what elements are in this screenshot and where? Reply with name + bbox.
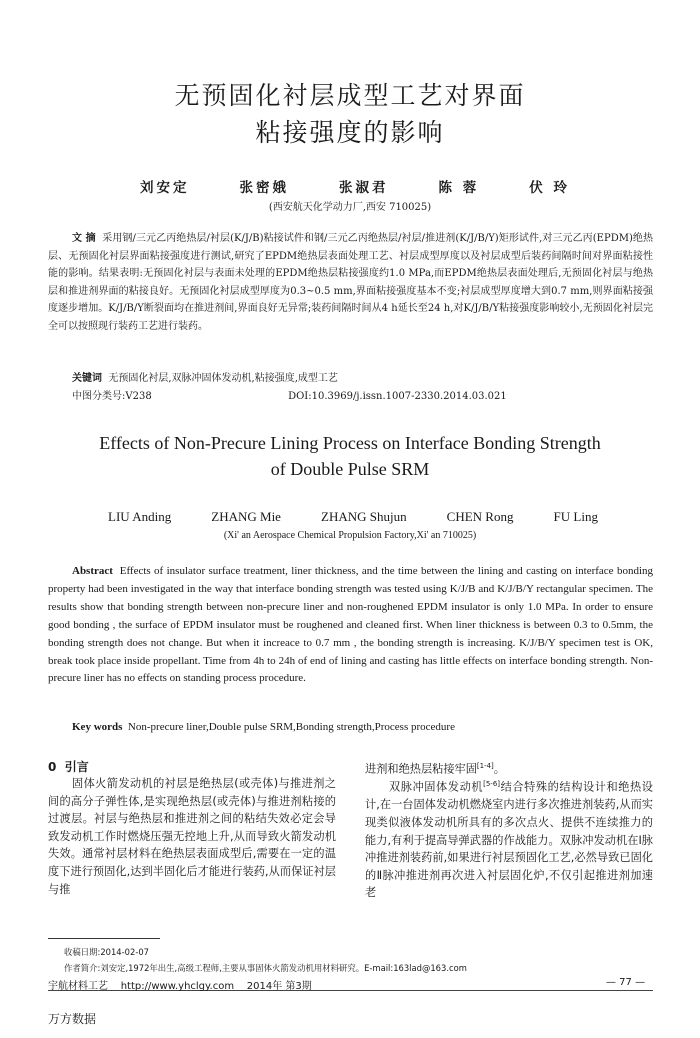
section-heading: [48, 758, 89, 775]
footnote-received: 收稿日期:2014-02-07: [64, 947, 149, 957]
en-author: ZHANG Mie: [211, 509, 281, 524]
en-keywords-text: Non-precure liner,Double pulse SRM,Bonding strength,Process procedure: [127, 721, 455, 733]
cn-classification: [72, 388, 652, 406]
cn-keywords-text: 无预固化衬层,双脉冲固体发动机,粘接强度,成型工艺: [108, 373, 338, 384]
en-authors: [108, 509, 598, 525]
cn-affiliation: (西安航天化学动力厂,西安 710025): [268, 202, 432, 213]
en-abstract-text: Effects of insulator surface treatment, liner thickness, and the time between the lining and casting on interface bonding property had been investigated in the way that interface bonding strength was tested using K/J/B and K/J/B/Y rectangular specimen. The results show that bonding strength between non-precure liner and non-roughened EPDM insulator is only 1.0 MPa. In order to ensure good bonding , the surface of EPDM insulator must be roughened and cleaned first. When liner thickness is between 0.3 to 0.5mm, the bonding strength does not change. But when it increace to 0.7 mm , the bonding strength is increasing. K/J/B/Y specimen test is OK, break took place inside propellant. Time from 4h to 24h of end of lining and casting has little effects on interface bonding strength. Non-precure liner has no effects on standing process procedure.: [48, 565, 653, 685]
section-number: 0: [48, 760, 57, 774]
en-author: FU Ling: [553, 509, 598, 524]
en-affiliation: (Xi' an Aerospace Chemical Propulsion Factory,Xi' an 710025): [223, 530, 477, 541]
cn-author: 刘安定: [140, 180, 190, 196]
en-keywords: [72, 721, 652, 733]
cn-author: 张密娥: [239, 180, 290, 196]
cn-author: 陈 蓉: [438, 180, 480, 196]
cn-abstract-text: 采用钢/三元乙丙绝热层/衬层(K/J/B)粘接试件和钢/三元乙丙绝热层/衬层/推进剂(K/J/B/Y)矩形试件,对三元乙丙(EPDM)绝热层、无预固化衬层界面粘接强度进行测试,研究了EPDM绝热层表面处理工艺、衬层成型厚度以及衬层成型后装药间隔时间对界面粘接性能的影响。结果表明:无预固化衬层与表面未处理的EPDM绝热层粘接强度约1.0 MPa,而EPDM绝热层表面处理后,无预固化衬层与绝热层和推进剂界面的粘接良好。无预固化衬层成型厚度为0.3~0.5 mm,界面粘接强度基本不变;衬层成型厚度增大到0.7 mm,则界面粘接强度逐步增加。K/J/B/Y断裂面均在推进剂间,界面良好无异常;装药间隔时间从4 h延长至24 h,对K/J/B/Y粘接强度影响较小,无预固化衬层完全可以按照现行装药工艺进行装药。: [48, 233, 654, 332]
cn-title-line2: 粘接强度的影响: [255, 118, 445, 147]
doi: DOI:10.3969/j.issn.1007-2330.2014.03.021: [288, 391, 507, 402]
en-keywords-label: Key words: [72, 721, 123, 733]
page-number: — 77 —: [606, 977, 646, 988]
en-title-line1: Effects of Non-Precure Lining Process on Interface Bonding Strength: [99, 433, 601, 453]
en-author: LIU Anding: [108, 509, 172, 524]
right-column-p2-text: 结合特殊的结构设计和绝热设计,在一台固体发动机燃烧室内进行多次推进剂装药,从而实现类似液体发动机所具有的多次点火、提供不连续推力的能力,有利于提高导弹武器的作战能力。双脉冲发动机在Ⅰ脉冲推进剂装药前,如果进行衬层预固化工艺,必然导致已固化的Ⅱ脉冲推进剂再次进入衬层固化炉,不仅引起推进剂加速老: [365, 780, 653, 900]
en-author: ZHANG Shujun: [321, 509, 407, 524]
watermark: 万方数据: [48, 1012, 97, 1026]
cn-classification-label: 中图分类号:: [72, 391, 126, 402]
cn-abstract: [48, 230, 653, 336]
en-title-line2: of Double Pulse SRM: [270, 459, 430, 479]
right-column-p2: [365, 776, 653, 902]
cn-classification-value: V238: [125, 391, 152, 402]
right-column-p2-start: 双脉冲固体发动机: [389, 780, 484, 794]
section-title: 引言: [64, 760, 89, 774]
cn-keywords: [72, 370, 652, 388]
footer-issue: 2014年 第3期: [246, 981, 312, 992]
en-author: CHEN Rong: [446, 509, 514, 524]
right-column-p1-text: 进剂和绝热层粘接牢固: [365, 762, 477, 776]
footer-url[interactable]: http://www.yhclgy.com: [120, 981, 235, 992]
cn-abstract-label: 文 摘: [72, 233, 96, 244]
right-column-p1-end: 。: [493, 762, 505, 776]
footnote-author-bio: 作者简介:刘安定,1972年出生,高级工程师,主要从事固体火箭发动机用材料研究。E-mail:163lad@163.com: [64, 963, 467, 973]
cn-author: 伏 玲: [529, 180, 570, 196]
left-column-text: 固体火箭发动机的衬层是绝热层(或壳体)与推进剂之间的高分子弹性体,是实现绝热层(或壳体)与推进剂粘接的过渡层。衬层与绝热层和推进剂之间的粘结失效必定会导致发动机工作时燃烧压强无控地上升,从而导致火箭发动机失效。通常衬层材料在绝热层表面成型后,需要在一定的温度下进行预固化,达到半固化后才能进行装药,从而保证衬层与推: [48, 777, 336, 896]
en-abstract: [48, 563, 653, 688]
cn-title-line1: 无预固化衬层成型工艺对界面: [174, 81, 526, 110]
footer-info: [48, 977, 312, 992]
cn-author: 张淑君: [339, 180, 389, 196]
footer-journal: 宇航材料工艺: [48, 981, 108, 992]
citation: [1-4]: [476, 762, 494, 770]
en-abstract-label: Abstract: [72, 565, 113, 577]
citation: [5-6]: [483, 780, 501, 788]
cn-authors: [140, 176, 570, 196]
footnote-divider: [48, 938, 160, 939]
cn-keywords-label: 关键词: [72, 373, 102, 384]
